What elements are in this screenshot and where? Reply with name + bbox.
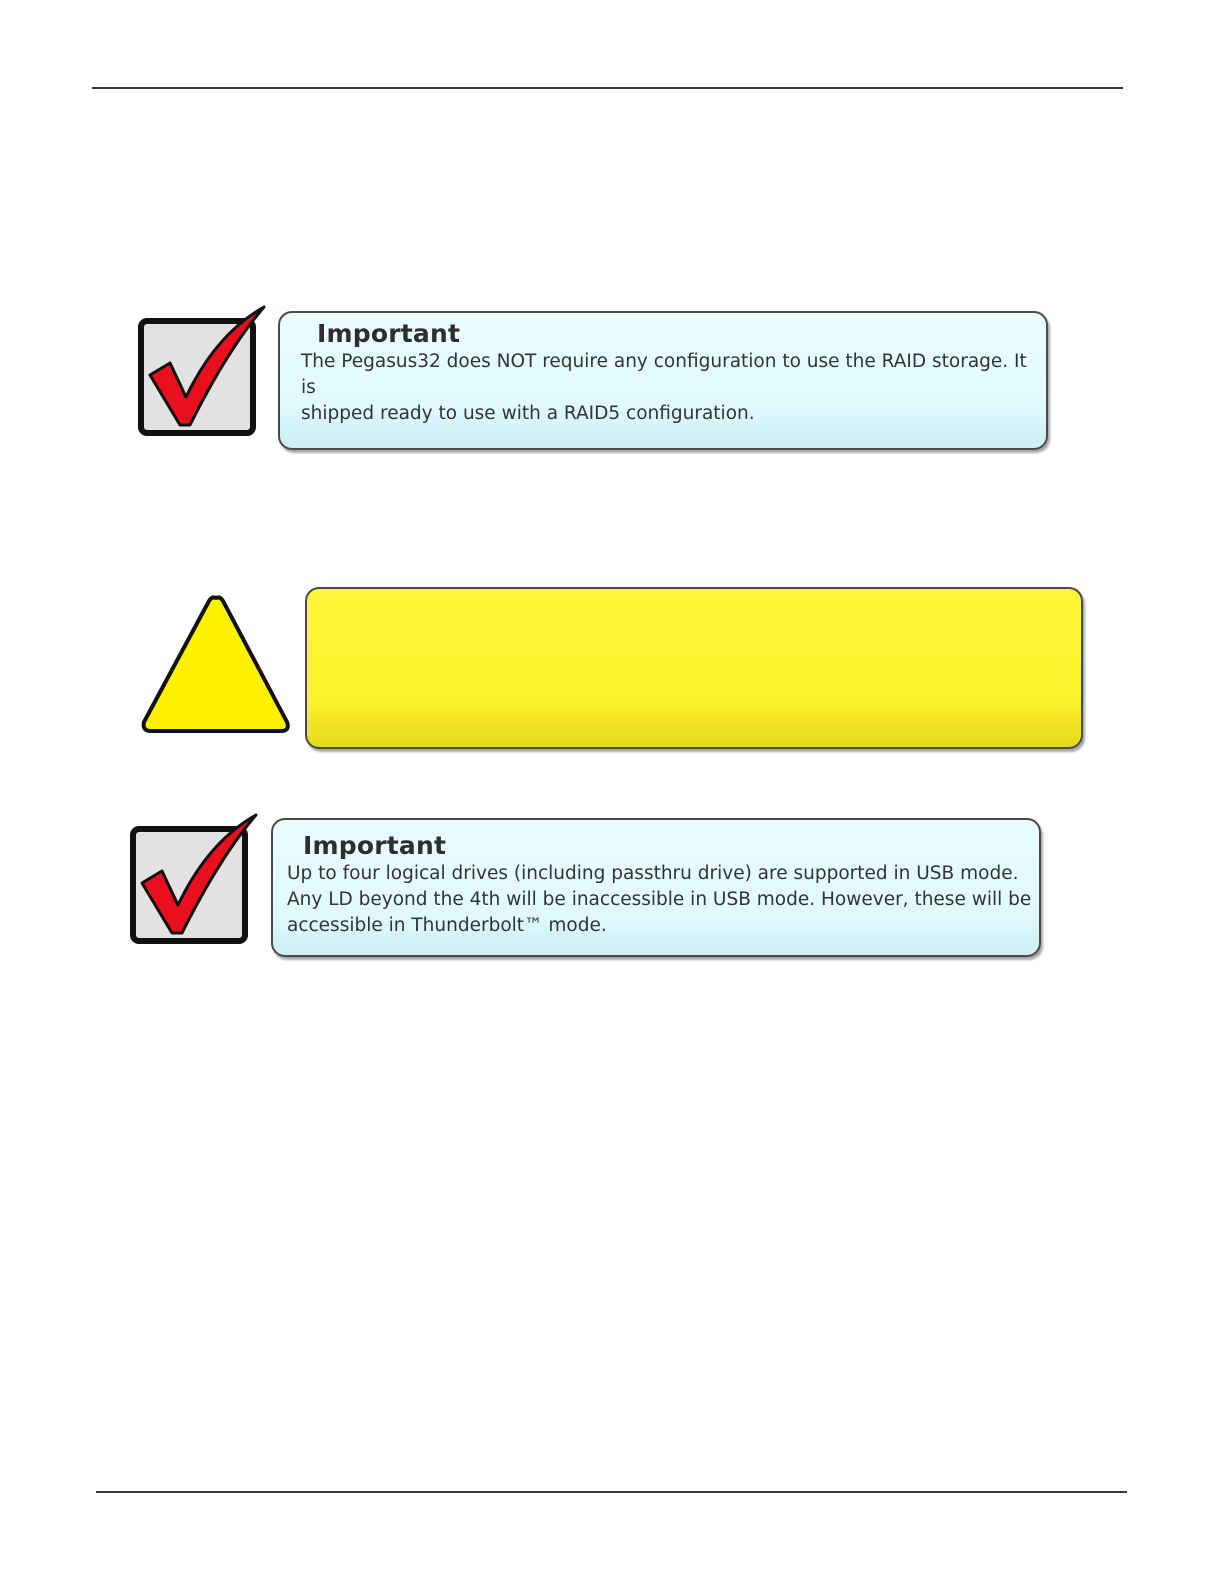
important-callout [271,818,1041,957]
callout-body [287,861,1031,939]
callout-line: The Pegasus32 does NOT require any configuration to use the RAID storage. It is [301,351,1027,398]
footer-rule [96,1491,1127,1493]
callout-line: shipped ready to use with a RAID5 configuration. [301,403,755,424]
warning-callout [305,587,1083,749]
checkmark-icon [136,305,268,440]
important-callout [278,311,1048,450]
callout-line: accessible in Thunderbolt™ mode. [287,915,607,936]
warning-triangle-icon [138,592,294,738]
callout-line: Any LD beyond the 4th will be inaccessible in USB mode. However, these will be [287,889,1032,910]
callout-title: Important [303,831,447,860]
callout-body [301,349,1046,427]
header-rule [92,87,1123,89]
callout-line: Up to four logical drives (including passthru drive) are supported in USB mode. [287,863,1019,884]
callout-title: Important [317,319,461,348]
checkmark-icon [128,813,260,948]
